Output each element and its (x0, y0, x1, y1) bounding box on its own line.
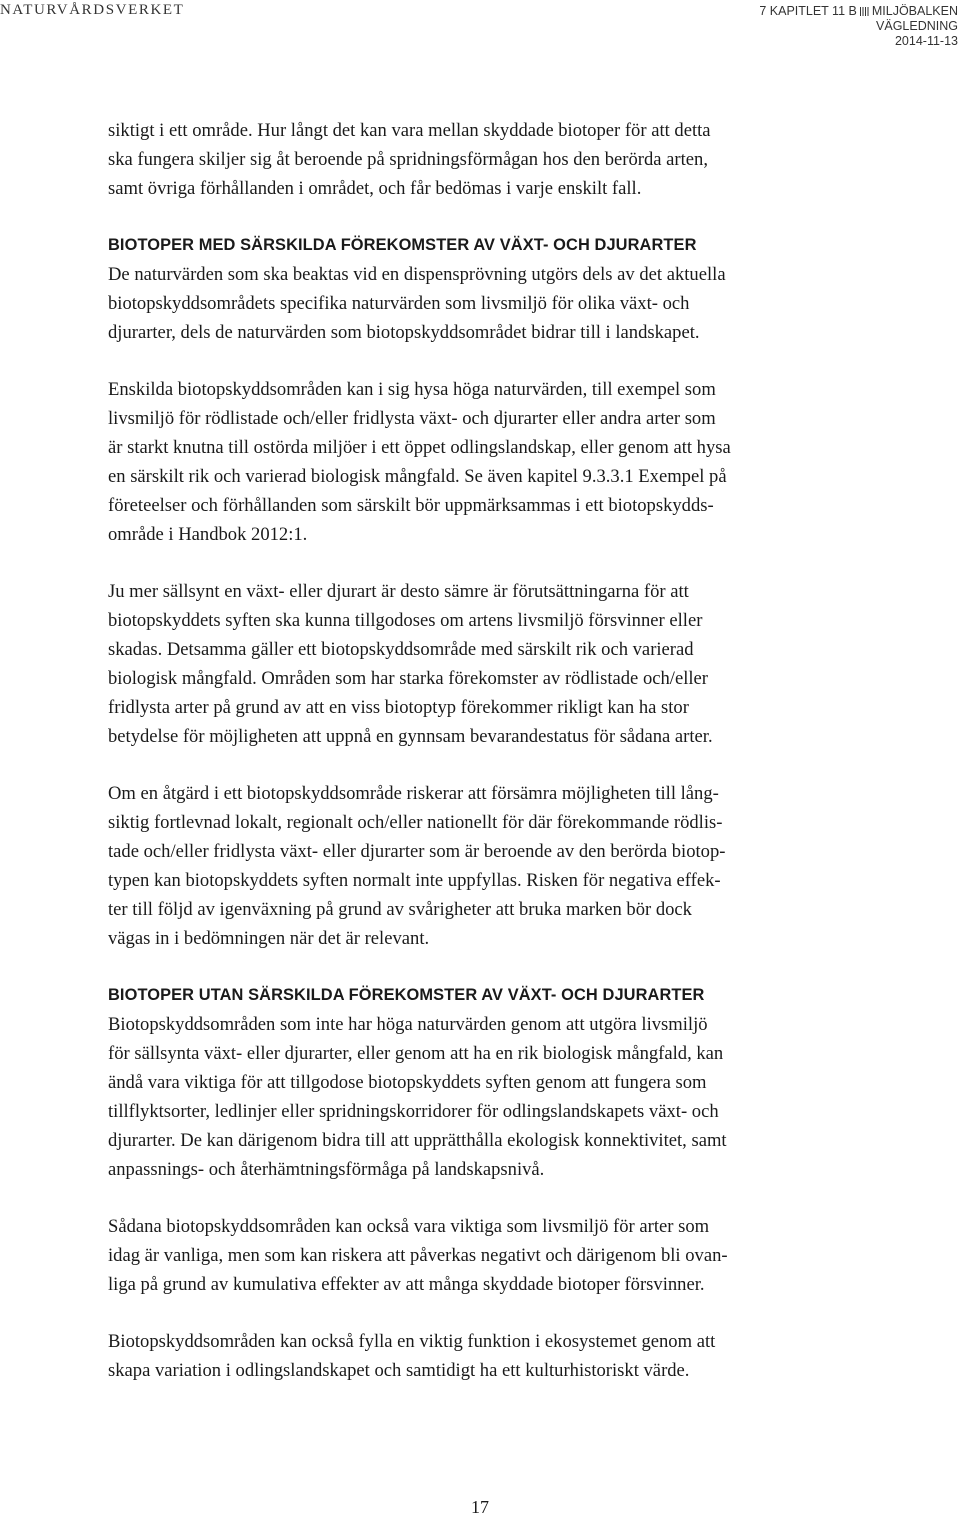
paragraph-2 (108, 260, 858, 347)
text-line: för sällsynta växt- eller djurarter, eller genom att ha en rik biologisk mångfald, kan (108, 1043, 724, 1064)
text-line: område i Handbok 2012:1. (108, 524, 308, 545)
page-number: 17 (471, 1497, 489, 1517)
text-line: typen kan biotopskyddets syften normalt inte uppfyllas. Risken för negativa effek- (108, 870, 721, 891)
section-heading-2: BIOTOPER UTAN SÄRSKILDA FÖREKOMSTER AV VÄXT- OCH DJURARTER (108, 986, 705, 1004)
text-line: ska fungera skiljer sig åt beroende på spridningsförmågan hos den berörda arten, (108, 149, 708, 170)
text-line: ändå vara viktiga för att tillgodose biotopskyddets syften genom att fungera som (108, 1072, 707, 1093)
text-line: biotopskyddets syften ska kunna tillgodoses om artens livsmiljö försvinner eller (108, 610, 703, 631)
text-line: företeelser och förhållanden som särskilt bör uppmärksammas i ett biotopskydds- (108, 495, 714, 516)
doc-date: 2014-11-13 (894, 34, 958, 48)
text-line: samt övriga förhållanden i området, och får bedömas i varje enskilt fall. (108, 178, 642, 199)
text-line: djurarter. De kan därigenom bidra till att upprätthålla ekologisk konnektivitet, samt (108, 1130, 727, 1151)
chapter-line (759, 4, 958, 19)
text-line: liga på grund av kumulativa effekter av att många skyddade biotoper försvinner. (108, 1274, 705, 1295)
paragraph-3 (108, 375, 858, 549)
text-line: är starkt knutna till ostörda miljöer i ett öppet odlingslandskap, eller genom att hysa (108, 437, 731, 458)
text-line: anpassnings- och återhämtningsförmåga på landskapsnivå. (108, 1159, 545, 1180)
text-line: livsmiljö för rödlistade och/eller fridlysta växt- och djurarter eller andra arter som (108, 408, 716, 429)
running-header (759, 4, 958, 49)
text-line: Ju mer sällsynt en växt- eller djurart är desto sämre är förutsättningarna för att (108, 581, 689, 602)
text-line: Enskilda biotopskyddsområden kan i sig hysa höga naturvärden, till exempel som (108, 379, 716, 400)
paragraph-5 (108, 779, 858, 953)
text-line: vägas in i bedömningen när det är relevant. (108, 928, 430, 949)
text-line: Biotopskyddsområden kan också fylla en viktig funktion i ekosystemet genom att (108, 1331, 716, 1352)
text-line: Sådana biotopskyddsområden kan också vara viktiga som livsmiljö för arter som (108, 1216, 710, 1237)
text-line: ter till följd av igenväxning på grund av svårigheter att bruka marken bör dock (108, 899, 692, 920)
text-line: siktig fortlevnad lokalt, regionalt och/eller nationellt för där förekommande rödlis- (108, 812, 723, 833)
page-body (108, 116, 858, 1385)
section-heading-1: BIOTOPER MED SÄRSKILDA FÖREKOMSTER AV VÄXT- OCH DJURARTER (108, 236, 697, 254)
text-line: djurarter, dels de naturvärden som biotopskyddsområdet bidrar till i landskapet. (108, 322, 700, 343)
text-line: idag är vanliga, men som kan riskera att påverkas negativt och därigenom bli ovan- (108, 1245, 728, 1266)
text-line: biologisk mångfald. Områden som har starka förekomster av rödlistade och/eller (108, 668, 708, 689)
chapter-label: 7 KAPITLET 11 B (759, 4, 857, 18)
text-line: fridlysta arter på grund av att en viss biotoptyp förekommer rikligt kan ha stor (108, 697, 689, 718)
text-line: Biotopskyddsområden som inte har höga naturvärden genom att utgöra livsmiljö (108, 1014, 708, 1035)
text-line: De naturvärden som ska beaktas vid en dispensprövning utgörs dels av det aktuella (108, 264, 726, 285)
text-line: siktigt i ett område. Hur långt det kan vara mellan skyddade biotoper för att detta (108, 120, 711, 141)
org-name: NATURVÅRDSVERKET (0, 2, 185, 18)
doc-type: VÄGLEDNING (876, 19, 958, 33)
paragraph-4 (108, 577, 858, 751)
text-line: tillflyktsorter, ledlinjer eller spridningskorridorer för odlingslandskapets växt- och (108, 1101, 719, 1122)
text-line: Om en åtgärd i ett biotopskyddsområde riskerar att försämra möjligheten till lång- (108, 783, 719, 804)
text-line: en särskilt rik och varierad biologisk mångfald. Se även kapitel 9.3.3.1 Exempel på (108, 466, 727, 487)
paragraph-7 (108, 1212, 858, 1299)
separator-mark (860, 7, 869, 16)
text-line: skadas. Detsamma gäller ett biotopskyddsområde med särskilt rik och varierad (108, 639, 694, 660)
text-line: biotopskyddsområdets specifika naturvärden som livsmiljö för olika växt- och (108, 293, 690, 314)
paragraph-1 (108, 116, 858, 203)
text-line: skapa variation i odlingslandskapet och samtidigt ha ett kulturhistoriskt värde. (108, 1360, 690, 1381)
text-line: betydelse för möjligheten att uppnå en gynnsam bevarandestatus för sådana arter. (108, 726, 713, 747)
law-label: MILJÖBALKEN (871, 4, 958, 18)
paragraph-8 (108, 1327, 858, 1385)
text-line: tade och/eller fridlysta växt- eller djurarter som är beroende av den berörda biotop- (108, 841, 726, 862)
paragraph-6 (108, 1010, 858, 1184)
